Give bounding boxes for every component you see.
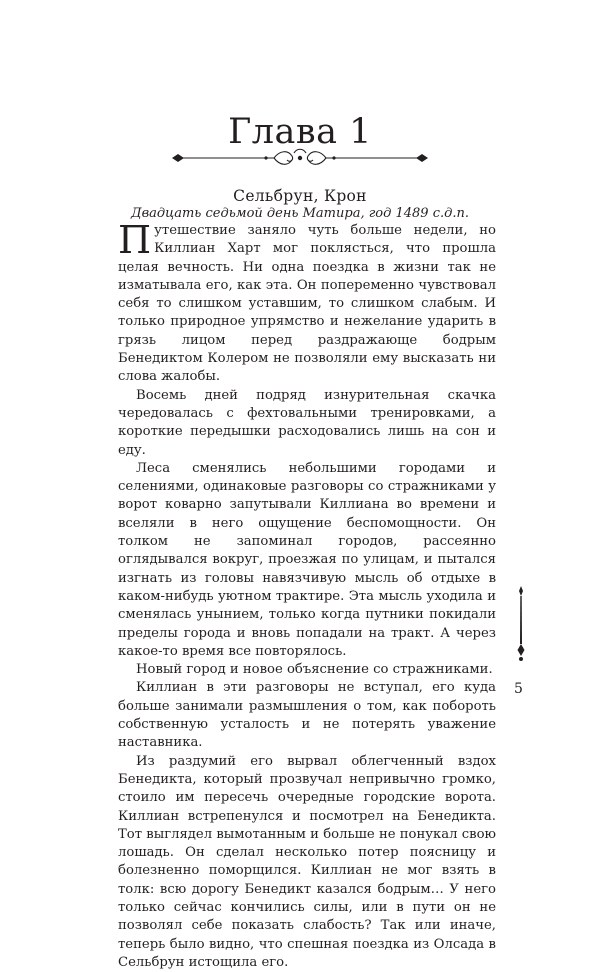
paragraph: Новый город и новое объяснение со стражниками.	[136, 662, 493, 678]
paragraph: Восемь дней подряд изнурительная скачка чередовалась с фехтовальными тренировками, а короткие передышки расходовались лишь на сон и еду.	[118, 387, 496, 458]
paragraph: Из раздумий его вырвал облегченный вздох Бенедикта, который прозвучал непривычно громко, стоило им пересечь очередные городские ворота. Киллиан встрепенулся и посмотрел на Бенедикта. Тот выглядел вымотанным и больше не понукал свою лошадь. Он сделал несколько потер поясницу и болезненно поморщился. Киллиан не мог взять в толк: всю дорогу Бенедикт казался бодрым… У него только сейчас кончились силы, или в пути он не позволял себе показать слабость? Так или иначе, теперь было видно, что спешная поездка из Олсада в Сельбрун истощила его.	[118, 753, 496, 970]
chapter-location: Сельбрун, Крон	[233, 187, 367, 205]
chapter-date: Двадцать седьмой день Матира, год 1489 с.д.п.	[131, 206, 469, 221]
page-number: 5	[514, 681, 523, 697]
paragraph: Киллиан в эти разговоры не вступал, его куда больше занимали размышления о том, как побороть собственную усталость и не потерять уважение наставника.	[118, 680, 496, 751]
chapter-title: Глава 1	[228, 112, 372, 152]
paragraph: Леса сменялись небольшими городами и селениями, одинаковые разговоры со стражниками у ворот коварно запутывали Киллиана во времени и вселяли в него ощущение беспомощности. Он толком не запоминал городов, рассеянно оглядывался вокруг, проезжая по улицам, и пытался изгнать из головы навязчивую мысль об отдыхе в каком-нибудь уютном трактире. Эта мысль уходила и сменялась унынием, только когда путники покидали пределы города и вновь попадали на тракт. А через какое-то время все повторялось.	[118, 460, 496, 659]
vertical-ornament-icon	[516, 586, 526, 662]
flourish-ornament-icon	[170, 146, 430, 170]
paragraph: Путешествие заняло чуть больше недели, но Киллиан Харт мог поклясться, что прошла целая вечность. Ни одна поездка в жизни так не изматывала его, как эта. Он попеременно чувствовал себя то слишком уставшим, то слишком слабым. И только природное упрямство и нежелание ударить в грязь лицом перед раздражающе бодрым Бенедиктом Колером не позволяли ему высказать ни слова жалобы.	[118, 218, 496, 385]
chapter-body	[118, 218, 496, 972]
drop-cap: П	[118, 218, 152, 262]
